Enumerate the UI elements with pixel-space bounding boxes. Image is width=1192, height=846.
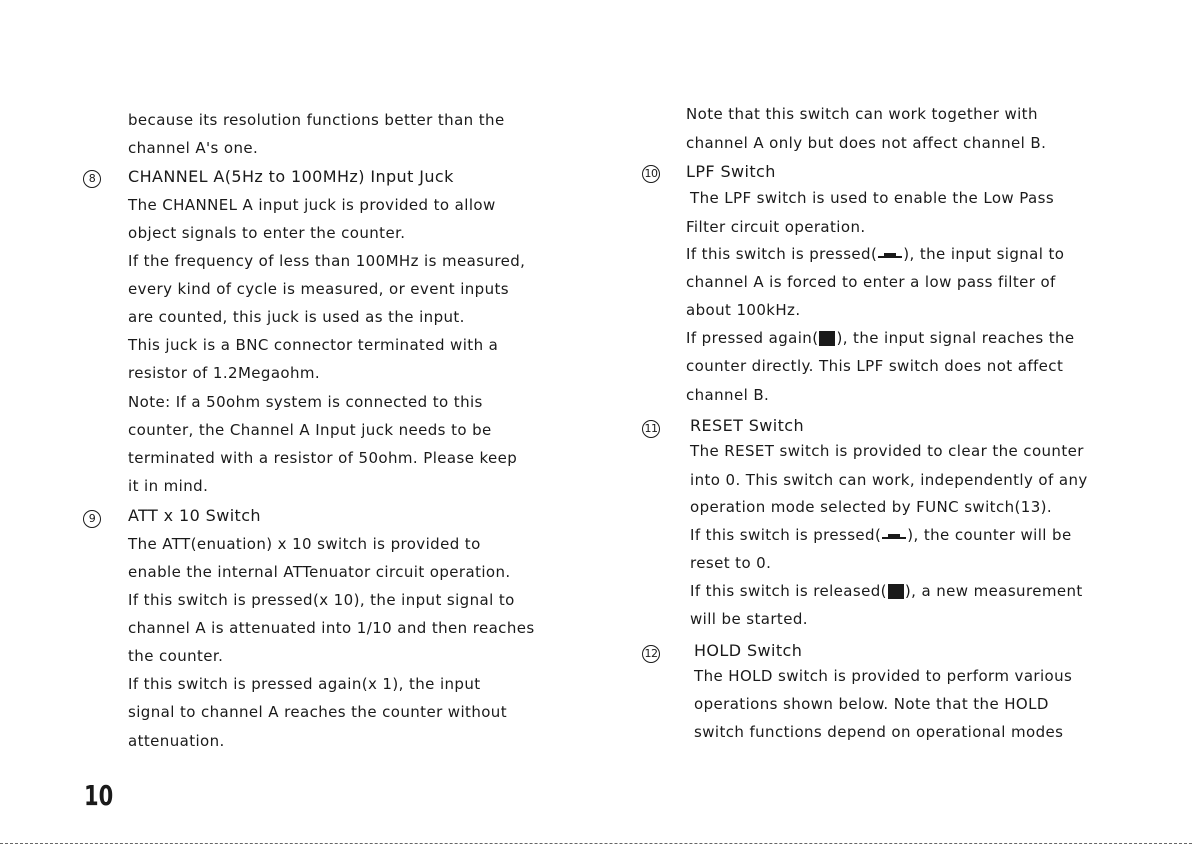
text-line: The HOLD switch is provided to perform various [694, 667, 1073, 685]
section-number-9: 9 [83, 510, 101, 528]
text-line [690, 581, 1083, 601]
text-line: object signals to enter the counter. [128, 224, 406, 242]
text-line: This juck is a BNC connector terminated with a [128, 336, 499, 354]
text-line: operation mode selected by FUNC switch(13). [690, 498, 1053, 516]
intro-line: channel A's one. [128, 139, 259, 157]
text-line: attenuation. [128, 732, 225, 750]
section-title-hold: HOLD Switch [694, 641, 803, 660]
text-fragment: If this switch is pressed( [686, 245, 878, 263]
text-fragment: If pressed again( [686, 329, 819, 347]
section-number-10: 10 [642, 165, 660, 183]
section-title-lpf: LPF Switch [686, 162, 776, 181]
text-line: into 0. This switch can work, independently of any [690, 471, 1088, 489]
text-fragment: If this switch is pressed( [690, 526, 882, 544]
page-number: 10 [84, 779, 114, 812]
text-line: Filter circuit operation. [686, 218, 866, 236]
text-line: counter directly. This LPF switch does not affect [686, 357, 1064, 375]
intro-line: because its resolution functions better than the [128, 111, 505, 129]
text-line [690, 525, 1072, 545]
text-line: counter, the Channel A Input juck needs to be [128, 421, 492, 439]
text-fragment: ), the counter will be [907, 526, 1072, 544]
text-line: channel B. [686, 386, 770, 404]
text-line: The ATT(enuation) x 10 switch is provided to [128, 535, 481, 553]
text-line: enable the internal ATTenuator circuit operation. [128, 563, 511, 581]
text-line: the counter. [128, 647, 224, 665]
text-line: about 100kHz. [686, 301, 801, 319]
text-line: channel A is forced to enter a low pass filter of [686, 273, 1056, 291]
text-line: signal to channel A reaches the counter without [128, 703, 507, 721]
text-line [686, 328, 1075, 348]
text-line: The LPF switch is used to enable the Low Pass [690, 189, 1055, 207]
switch-pressed-icon [882, 533, 906, 539]
switch-released-icon [888, 584, 904, 599]
text-line: resistor of 1.2Megaohm. [128, 364, 321, 382]
text-line: switch functions depend on operational modes [694, 723, 1064, 741]
section-number-12: 12 [642, 645, 660, 663]
text-line: channel A is attenuated into 1/10 and then reaches [128, 619, 535, 637]
switch-released-icon [819, 331, 835, 346]
text-line: The RESET switch is provided to clear the counter [690, 442, 1084, 460]
section-title-channel-a: CHANNEL A(5Hz to 100MHz) Input Juck [128, 167, 454, 186]
text-line [686, 244, 1064, 264]
section-number-8: 8 [83, 170, 101, 188]
text-line: If this switch is pressed again(x 1), the input [128, 675, 481, 693]
text-line: operations shown below. Note that the HOLD [694, 695, 1049, 713]
text-line: Note: If a 50ohm system is connected to this [128, 393, 483, 411]
text-line: terminated with a resistor of 50ohm. Please keep [128, 449, 518, 467]
text-line: If this switch is pressed(x 10), the input signal to [128, 591, 515, 609]
text-line: it in mind. [128, 477, 209, 495]
intro-line: channel A only but does not affect channel B. [686, 134, 1047, 152]
section-title-att: ATT x 10 Switch [128, 506, 261, 525]
text-line: reset to 0. [690, 554, 772, 572]
text-fragment: If this switch is released( [690, 582, 887, 600]
text-line: If the frequency of less than 100MHz is measured, [128, 252, 526, 270]
intro-line: Note that this switch can work together with [686, 105, 1038, 123]
text-line: are counted, this juck is used as the input. [128, 308, 465, 326]
switch-pressed-icon [878, 252, 902, 258]
section-title-reset: RESET Switch [690, 416, 805, 435]
text-fragment: ), a new measurement [904, 582, 1083, 600]
text-line: every kind of cycle is measured, or event inputs [128, 280, 509, 298]
page-bottom-edge [0, 843, 1192, 844]
text-fragment: ), the input signal to [903, 245, 1065, 263]
text-line: will be started. [690, 610, 808, 628]
section-number-11: 11 [642, 420, 660, 438]
text-fragment: ), the input signal reaches the [836, 329, 1075, 347]
text-line: The CHANNEL A input juck is provided to allow [128, 196, 496, 214]
